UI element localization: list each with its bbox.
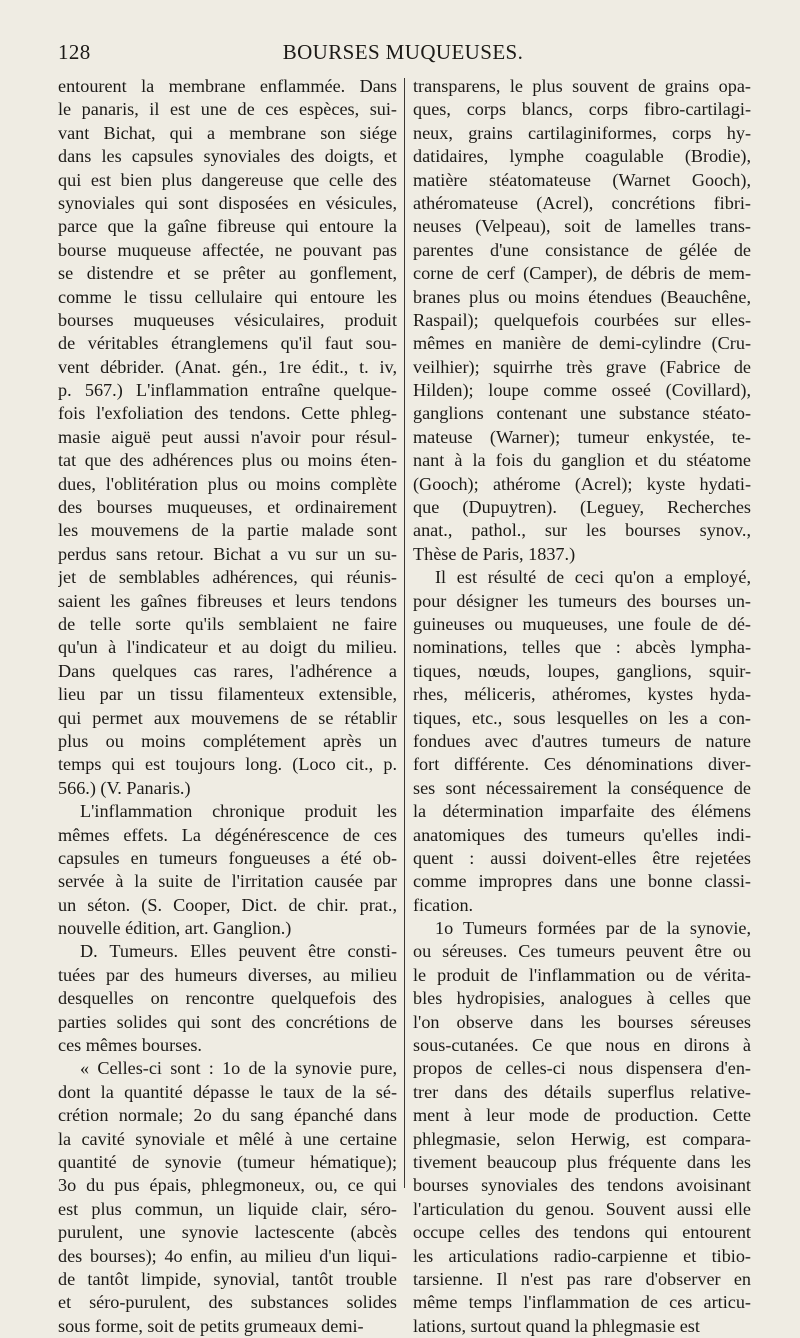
text-line: pour désigner les tumeurs des bourses un-	[413, 590, 751, 611]
text-line: fois l'exfoliation des tendons. Cette phleg-	[58, 403, 397, 424]
text-line: ment à leur mode de production. Cette	[413, 1105, 751, 1126]
text-line: saient les gaînes fibreuses et leurs tendons	[58, 590, 397, 611]
text-line: nant à la fois du ganglion et du stéatome	[413, 450, 751, 471]
text-line: occupe celles des tendons qui entourent	[413, 1222, 751, 1243]
text-line: parentes d'une consistance de gélée de	[413, 239, 751, 260]
right-text-column	[413, 75, 751, 1338]
text-line: même temps l'inflammation de ces articu-	[413, 1292, 751, 1313]
text-line: neuses (Velpeau), soit de lamelles trans-	[413, 216, 751, 237]
text-line: temps qui est toujours long. (Loco cit., p.	[58, 754, 397, 775]
text-line: corne de cerf (Camper), de débris de mem-	[413, 263, 751, 284]
text-line: ces mêmes bourses.	[58, 1035, 202, 1056]
text-line: plus ou moins complétement après un	[58, 730, 397, 751]
text-line: de telle sorte qu'ils semblaient ne faire	[58, 613, 397, 634]
text-line: phlegmasie, selon Herwig, est compara-	[413, 1128, 751, 1149]
text-line: de véritables étranglemens qu'il faut sou-	[58, 333, 397, 354]
text-line: athéromateuse (Acrel), concrétions fibri-	[413, 192, 751, 213]
text-line: Hilden); loupe comme osseé (Covillard),	[413, 380, 751, 401]
text-line: fication.	[413, 894, 474, 915]
text-line: synoviales qui sont disposées en vésicules,	[58, 192, 397, 213]
text-line: qui est bien plus dangereuse que celle des	[58, 169, 397, 190]
text-line: (Gooch); athérome (Acrel); kyste hydati-	[413, 473, 751, 494]
text-line: lieu par un tissu filamenteux extensible,	[58, 684, 397, 705]
text-line: « Celles-ci sont : 1o de la synovie pure,	[80, 1058, 397, 1079]
text-line: crétion normale; 2o du sang épanché dans	[58, 1105, 397, 1126]
text-line: 3o du pus épais, phlegmoneux, ou, ce qui	[58, 1175, 397, 1196]
text-line: anatomiques des tumeurs qu'elles indi-	[413, 824, 751, 845]
text-line: Thèse de Paris, 1837.)	[413, 543, 576, 564]
page-number: 128	[58, 40, 91, 64]
text-line: desquelles on rencontre quelquefois des	[58, 988, 397, 1009]
text-line: tuées par des humeurs diverses, au milieu	[58, 964, 397, 985]
text-line: tiques, etc., sous lesquelles on les a con-	[413, 707, 751, 728]
text-line: vant Bichat, qui a membrane son siége	[58, 122, 397, 143]
text-line: capsules en tumeurs fongueuses a été ob-	[58, 847, 397, 868]
text-line: transparens, le plus souvent de grains opa-	[413, 76, 751, 96]
text-line: parce que la gaîne fibreuse qui entoure la	[58, 216, 397, 237]
text-line: dans les capsules synoviales des doigts, et	[58, 146, 397, 167]
text-line: les articulations radio-carpienne et tibio-	[413, 1245, 751, 1266]
text-line: propos de celles-ci nous dispensera d'en-	[413, 1058, 751, 1079]
text-line: guineuses ou muqueuses, une foule de dé-	[413, 613, 751, 634]
left-text-column	[58, 75, 397, 1338]
text-line: vent débrider. (Anat. gén., 1re édit., t. iv,	[58, 356, 397, 377]
text-line: fort différente. Ces dénominations diver-	[413, 754, 751, 775]
text-line: quantité de synovie (tumeur hématique);	[58, 1151, 397, 1172]
text-line: L'inflammation chronique produit les	[80, 801, 397, 822]
text-line: datidaires, lymphe coagulable (Brodie),	[413, 146, 751, 167]
text-line: D. Tumeurs. Elles peuvent être consti-	[80, 941, 397, 962]
text-line: dont la quantité dépasse le taux de la sé-	[58, 1081, 397, 1102]
text-line: anat., pathol., sur les bourses synov.,	[413, 520, 751, 541]
text-line: servée à la suite de l'irritation causée par	[58, 871, 397, 892]
text-line: masie aiguë peut aussi n'avoir pour résul-	[58, 426, 397, 447]
text-line: ou séreuses. Ces tumeurs peuvent être ou	[413, 941, 751, 962]
text-line: mêmes effets. La dégénérescence de ces	[58, 824, 397, 845]
text-line: se distendre et se prêter au gonflement,	[58, 263, 397, 284]
text-line: l'on observe dans les bourses séreuses	[413, 1011, 751, 1032]
text-line: bourse muqueuse affectée, ne pouvant pas	[58, 239, 397, 260]
text-line: branes plus ou moins étendues (Beauchêne,	[413, 286, 751, 307]
text-line: est plus commun, un liquide clair, séro-	[58, 1198, 397, 1219]
text-line: des bourses muqueuses, et ordinairement	[58, 497, 397, 518]
text-line: rhes, méliceris, athéromes, kystes hyda-	[413, 684, 751, 705]
text-line: nominations, telles que : abcès lympha-	[413, 637, 751, 658]
text-line: fondues avec d'autres tumeurs de nature	[413, 730, 751, 751]
text-line: Dans quelques cas rares, l'adhérence a	[58, 660, 397, 681]
text-line: l'articulation du genou. Souvent aussi elle	[413, 1198, 751, 1219]
text-line: bourses synoviales des tendons avoisinant	[413, 1175, 751, 1196]
text-line: un séton. (S. Cooper, Dict. de chir. prat.,	[58, 894, 397, 915]
text-line: mêmes en manière de demi-cylindre (Cru-	[413, 333, 751, 354]
text-line: tarsienne. Il n'est pas rare d'observer en	[413, 1268, 751, 1289]
text-line: qu'un à l'indicateur et au doigt du milieu.	[58, 637, 397, 658]
text-line: p. 567.) L'inflammation entraîne quelque-	[58, 380, 397, 401]
text-line: la détermination imparfaite des élémens	[413, 801, 751, 822]
text-line: perdus sans retour. Bichat a vu sur un su-	[58, 543, 397, 564]
text-line: parties solides qui sont des concrétions de	[58, 1011, 397, 1032]
text-line: dues, l'oblitération plus ou moins complète	[58, 473, 397, 494]
text-line: comme le tissu cellulaire qui entoure les	[58, 286, 397, 307]
text-line: comme impropres dans une bonne classi-	[413, 871, 751, 892]
text-line: que (Dupuytren). (Leguey, Recherches	[413, 497, 751, 518]
text-line: ganglions contenant une substance stéato-	[413, 403, 751, 424]
text-line: le produit de l'inflammation ou de vérita-	[413, 964, 751, 985]
text-line: 1o Tumeurs formées par de la synovie,	[435, 918, 751, 939]
text-line: Il est résulté de ceci qu'on a employé,	[435, 567, 751, 588]
text-line: mateuse (Warner); tumeur enkystée, te-	[413, 426, 751, 447]
text-line: sous-cutanées. Ce que nous en dirons à	[413, 1035, 751, 1056]
text-line: les mouvemens de la partie malade sont	[58, 520, 397, 541]
text-line: et séro-purulent, des substances solides	[58, 1292, 397, 1313]
text-line: jet de semblables adhérences, qui réunis-	[58, 567, 397, 588]
column-divider	[404, 78, 405, 1188]
text-line: la cavité synoviale et mêlé à une certaine	[58, 1128, 397, 1149]
text-line: 566.) (V. Panaris.)	[58, 777, 191, 798]
text-line: purulent, une synovie lactescente (abcès	[58, 1222, 397, 1243]
text-line: neux, grains cartilaginiformes, corps hy-	[413, 122, 751, 143]
text-line: ses sont nécessairement la conséquence de	[413, 777, 751, 798]
text-line: ques, corps blancs, corps fibro-cartilagi-	[413, 99, 751, 120]
text-line: quent : aussi doivent-elles être rejetées	[413, 847, 751, 868]
text-line: nouvelle édition, art. Ganglion.)	[58, 918, 292, 939]
text-line: tivement beaucoup plus fréquente dans les	[413, 1151, 751, 1172]
running-title: BOURSES MUQUEUSES.	[282, 40, 524, 64]
text-line: des bourses); 4o enfin, au milieu d'un liqui-	[58, 1245, 397, 1266]
text-line: bles hydropisies, analogues à celles que	[413, 988, 751, 1009]
text-line: veilhier); squirrhe très grave (Fabrice de	[413, 356, 751, 377]
text-line: tat que des adhérences plus ou moins éten-	[58, 450, 397, 471]
text-line: qui permet aux mouvemens de se rétablir	[58, 707, 397, 728]
text-line: Raspail); quelquefois courbées sur elles-	[413, 309, 751, 330]
text-line: le panaris, il est une de ces espèces, sui-	[58, 99, 397, 120]
text-line: de tantôt limpide, synovial, tantôt trouble	[58, 1268, 397, 1289]
text-line: sous forme, soit de petits grumeaux demi-	[58, 1315, 364, 1336]
text-line: matière stéatomateuse (Warnet Gooch),	[413, 169, 751, 190]
text-line: trer dans des détails superflus relative-	[413, 1081, 751, 1102]
text-line: lations, surtout quand la phlegmasie est	[413, 1315, 700, 1336]
text-line: tiques, nœuds, loupes, ganglions, squir-	[413, 660, 751, 681]
text-line: entourent la membrane enflammée. Dans	[58, 76, 397, 96]
text-line: bourses muqueuses vésiculaires, produit	[58, 309, 397, 330]
